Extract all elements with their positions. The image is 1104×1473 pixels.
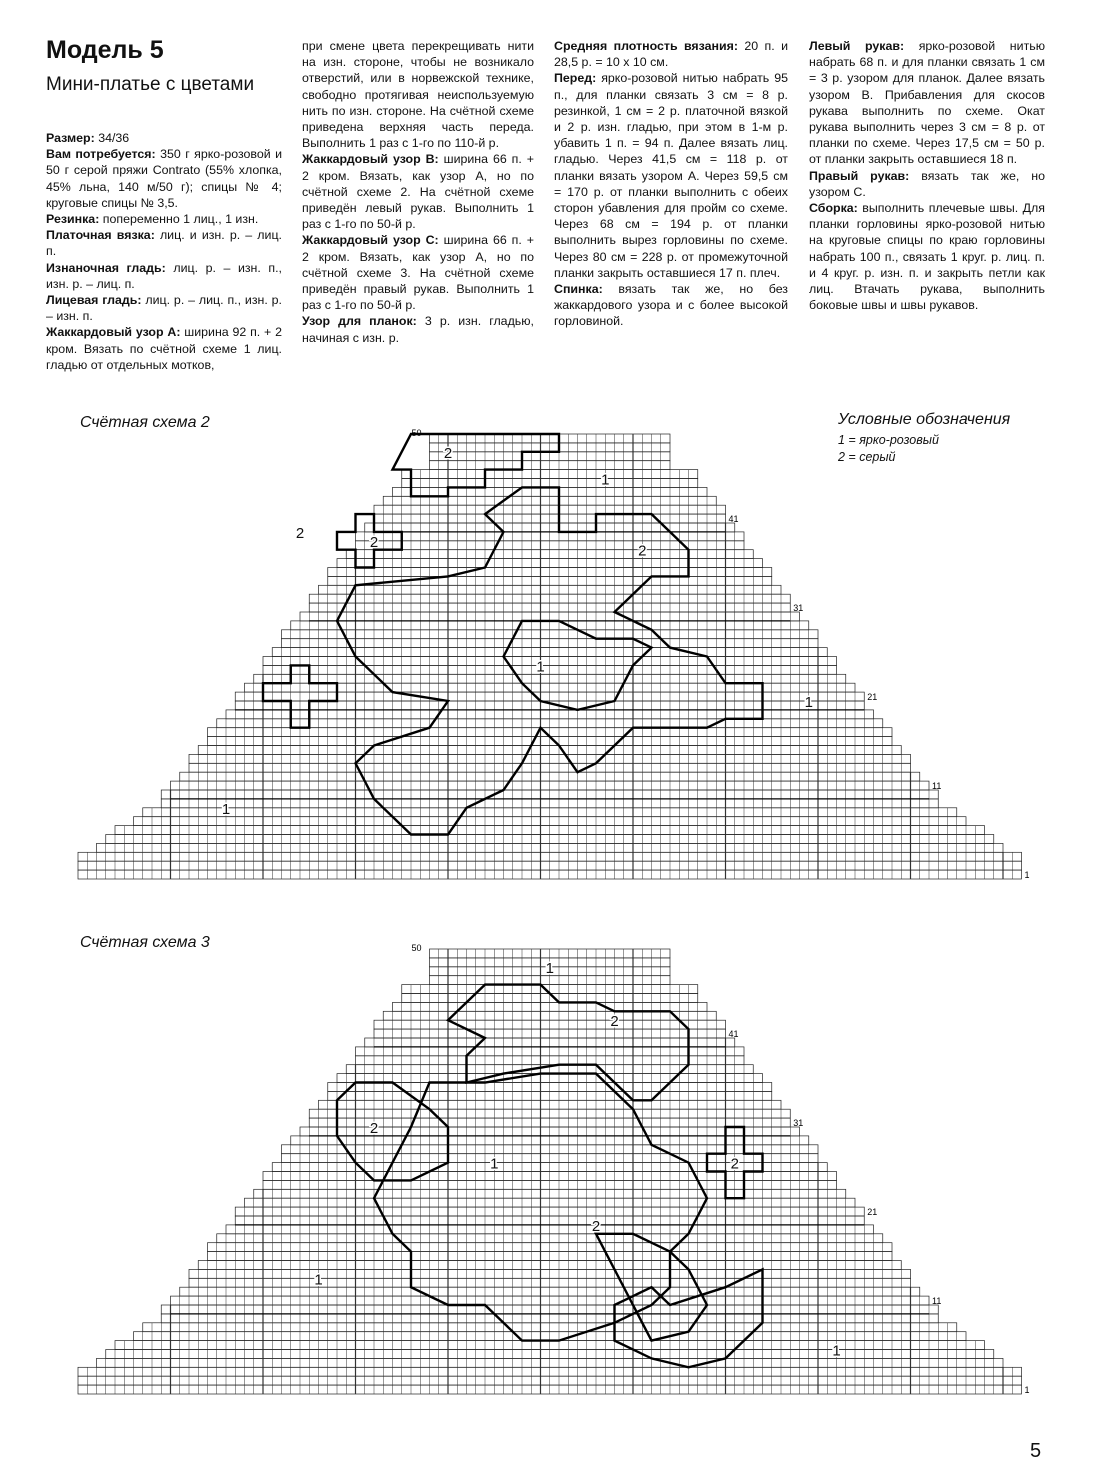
paragraph-label: Перед: bbox=[554, 71, 597, 86]
color-zone-label: 1 bbox=[804, 694, 813, 711]
color-zone-label: 2 bbox=[443, 444, 453, 462]
paragraph-label: Средняя плотность вязания: bbox=[554, 39, 738, 53]
paragraph bbox=[46, 146, 282, 211]
paragraph-text: вязать так же, но узором C. bbox=[809, 168, 1045, 199]
paragraph bbox=[809, 38, 1045, 168]
paragraph bbox=[46, 292, 282, 324]
paragraph-text: ширина 66 п. + 2 кром. Вязать, как узор A, но по счётной схеме 3. На счётной схеме приведён правый рукав. Выполнить 1 раз с 1-го по 50-й р. bbox=[302, 233, 534, 313]
paragraph bbox=[302, 232, 534, 313]
color-zone-label: 1 bbox=[221, 800, 231, 818]
counting-chart-3 bbox=[0, 930, 1104, 1410]
paragraph-label: Лицевая гладь: bbox=[46, 293, 142, 308]
paragraph-text: ярко-розовой нитью набрать 68 п. и для планки связать 1 см = 3 р. узором для планок. Далее вязать узором B. Прибавления для скосов рукава выполнить по схеме. Окат рукава выполнить через 3 см = 8 р. от планки по схеме. Через 17,5 см = 50 р. от планки закрыть оставшиеся 18 п. bbox=[809, 39, 1045, 167]
paragraph bbox=[809, 200, 1045, 313]
schema-3-title: Счётная схема 3 bbox=[80, 934, 210, 951]
paragraph-text: 350 г ярко-розовой и 50 г серой пряжи Contrato (55% хлопка, 45% льна, 140 м/50 г); спицы № 4; круговые спицы № 3,5. bbox=[46, 147, 282, 210]
paragraph-label: Спинка: bbox=[554, 282, 603, 297]
color-zone-label: 2 bbox=[638, 542, 647, 560]
color-zone-label: 1 bbox=[536, 658, 545, 676]
paragraph-text: ширина 92 п. + 2 кром. Вязать по счётной схеме 1 лиц. гладью от отдельных мотков, bbox=[46, 325, 282, 372]
color-zone-label: 1 bbox=[601, 471, 610, 489]
paragraph-label: Изнаночная гладь: bbox=[46, 260, 166, 275]
paragraph-text: ширина 66 п. + 2 кром. Вязать, как узор A, но по счётной схеме 2. На счётной схеме приведён левый рукав. Выполнить 1 раз с 1-го по 50-й р. bbox=[302, 152, 534, 232]
legend-title: Условные обозначения bbox=[838, 411, 1011, 428]
grid bbox=[78, 949, 1022, 1394]
paragraph-text: попеременно 1 лиц., 1 изн. bbox=[99, 212, 259, 227]
paragraph-text: при смене цвета перекрещивать нити на изн. стороне, чтобы не возникало отверстий, или в норвежской технике, свободно протягивая неиспользуемую нить по изн. стороне. На счётной схеме приведена верхняя часть переда. Выполнить 1 раз с 1-го по 110-й р. bbox=[302, 39, 534, 151]
legend-item: 1 = ярко-розовый bbox=[838, 433, 939, 447]
paragraph-text: выполнить плечевые швы. Для планки горловины ярко-розовой нитью на круговые спицы по краю горловины набрать 100 п., связать 1 круг. р. лиц. п. и 4 круг. р. изн. п. и закрыть петли как лиц. Втачать рукава, выполнить боковые швы и швы рукавов. bbox=[809, 201, 1045, 313]
paragraph bbox=[554, 38, 788, 70]
row-number: 50 bbox=[411, 428, 422, 438]
paragraph-label: Платочная вязка: bbox=[46, 228, 155, 243]
text-column-3 bbox=[554, 38, 788, 330]
paragraph bbox=[554, 281, 788, 330]
paragraph-label: Левый рукав: bbox=[809, 39, 905, 53]
paragraph-label: Вам потребуется: bbox=[46, 147, 156, 162]
grid bbox=[78, 434, 1022, 879]
paragraph-label: Жаккардовый узор B: bbox=[302, 152, 439, 167]
paragraph-text: ярко-розовой нитью набрать 95 п., для планки связать 3 см = 8 р. резинкой, 1 см = 2 р. платочной вязкой и 2 р. изн. гладью, при этом в 1-м р. убавить 1 п. = 94 п. Далее вязать лиц. гладью. Через 41,5 см = 118 р. от планки вязать узором A. Через 59,5 см = 170 р. от планки выполнить с обеих сторон убавления для пройм со схеме. Через 68 см = 194 р. от планки выполнить вырез горловины по схеме. Через 80 см = 228 р. от промежуточной планки закрыть оставшиеся 17 п. плеч. bbox=[554, 71, 788, 280]
legend-item: 2 = серый bbox=[838, 450, 896, 464]
paragraph-text: лиц. р. – изн. п., изн. р. – лиц. п. bbox=[46, 260, 282, 291]
text-column-4 bbox=[809, 38, 1045, 313]
paragraph-text: 34/36 bbox=[94, 131, 130, 145]
text-column-2 bbox=[302, 38, 534, 346]
paragraph bbox=[302, 151, 534, 232]
paragraph bbox=[809, 168, 1045, 200]
paragraph bbox=[46, 324, 282, 373]
paragraph bbox=[46, 227, 282, 259]
paragraph-label: Правый рукав: bbox=[809, 168, 910, 183]
row-number: 21 bbox=[867, 692, 878, 702]
schema-2-title: Счётная схема 2 bbox=[80, 414, 210, 431]
paragraph bbox=[554, 70, 788, 281]
paragraph-label: Жаккардовый узор A: bbox=[46, 325, 181, 340]
paragraph-label: Сборка: bbox=[809, 201, 858, 216]
paragraph bbox=[46, 211, 282, 227]
color-zone-label: 2 bbox=[369, 533, 379, 551]
text-column-1 bbox=[46, 130, 282, 373]
model-subtitle: Мини-платье с цветами bbox=[46, 74, 255, 95]
paragraph bbox=[46, 260, 282, 292]
model-title: Модель 5 bbox=[46, 36, 164, 64]
paragraph-text: 3 р. изн. гладью, начиная с изн. р. bbox=[302, 314, 534, 345]
paragraph-label: Резинка: bbox=[46, 212, 100, 227]
row-number: 31 bbox=[793, 603, 804, 613]
row-number: 11 bbox=[932, 781, 942, 791]
paragraph bbox=[302, 38, 534, 151]
paragraph-label: Узор для планок: bbox=[302, 314, 417, 329]
row-number: 1 bbox=[1024, 870, 1030, 880]
paragraph-text: лиц. и изн. р. – лиц. п. bbox=[46, 228, 282, 259]
paragraph bbox=[302, 313, 534, 345]
row-number: 41 bbox=[728, 514, 739, 524]
paragraph-label: Размер: bbox=[46, 131, 95, 145]
paragraph-text: лиц. р. – лиц. п., изн. р. – изн. п. bbox=[46, 293, 282, 324]
color-zone-label: 2 bbox=[295, 524, 305, 542]
paragraph-text: вязать так же, но без жаккардового узора и с более высокой горловиной. bbox=[554, 282, 788, 329]
paragraph-text: 20 п. и 28,5 р. = 10 х 10 см. bbox=[554, 39, 788, 70]
paragraph bbox=[46, 130, 282, 146]
counting-chart-2 bbox=[0, 415, 1104, 895]
paragraph-label: Жаккардовый узор C: bbox=[302, 233, 439, 248]
